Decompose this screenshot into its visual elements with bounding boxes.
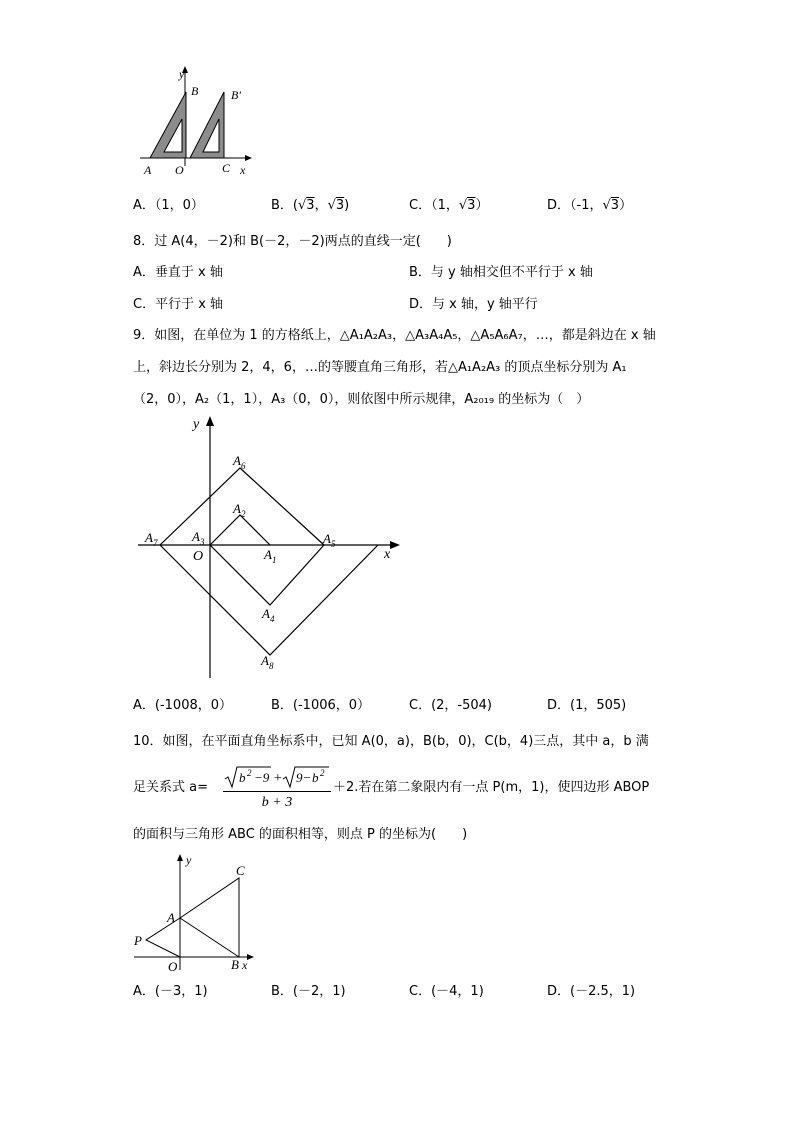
q9-option-d[interactable]: D．(1，505) [547,698,627,713]
fig9-label-y: y [193,417,200,432]
fig7-label-A: A [144,163,152,177]
fig9-label-A4: $A_4$ [262,606,275,624]
svg-text:b: b [312,770,319,785]
triangle-a1a2a3 [210,515,270,545]
sqrt-symbol: √3 [298,198,315,213]
triangle-abc [180,878,239,957]
q7-option-a[interactable]: A．（1，0） [133,198,204,213]
svg-text:b: b [239,770,246,785]
q8-option-b[interactable]: B．与 y 轴相交但不平行于 x 轴 [409,265,593,280]
q9-stem-line2: 上，斜边长分别为 2，4，6，…的等腰直角三角形，若△A₁A₂A₃ 的顶点坐标分别为 A₁ [133,360,627,375]
q10-stem-line3: 的面积与三角形 ABC 的面积相等，则点 P 的坐标为( ) [133,827,468,842]
q9-option-b[interactable]: B．(-1006，0） [271,698,371,713]
q7-option-d[interactable]: D．（-1，√3） [547,198,633,213]
fig9-label-A6: $A_6$ [233,453,246,471]
fig7-label-x: x [240,163,246,177]
fig7-label-B: B [191,84,199,98]
fig10-label-y: y [186,853,192,867]
fig9-label-A5: $A_5$ [323,531,336,549]
q10-stem-line1: 10．如图，在平面直角坐标系中，已知 A(0，a)，B(b，0)，C(b，4)三点，其中 a，b 满 [133,734,649,749]
fig9-label-A1: $A_1$ [264,547,277,565]
fig10-label-B: B [231,957,239,972]
svg-text:2: 2 [247,768,252,778]
q9-stem-line1: 9．如图，在单位为 1 的方格纸上，△A₁A₂A₃，△A₃A₄A₅，△A₅A₆A₇，…，都是斜边在 x 轴 [133,328,656,343]
fig9-label-A2: $A_2$ [233,501,246,519]
svg-text:+: + [273,771,283,786]
fig9-label-A3: $A_3$ [192,529,205,547]
fig10-label-x: x [242,958,248,972]
q8-stem: 8．过 A(4，－2)和 B(－2，－2)两点的直线一定( ) [133,234,452,249]
figure-q7-triangles [130,62,265,180]
q9-stem-line3: （2，0），A₂（1，1），A₃（0，0），则依图中所示规律，A₂₀₁₉ 的坐标为（ ） [133,392,590,407]
fig10-label-O: O [168,959,178,974]
q8-option-a[interactable]: A．垂直于 x 轴 [133,265,223,280]
sqrt-symbol: √3 [602,198,620,213]
fig7-label-y: y [179,67,185,81]
fig9-label-O: O [193,549,204,564]
sqrt-symbol: √3 [327,198,345,213]
svg-text:9−: 9− [296,770,312,785]
fig7-label-C: C [222,161,231,175]
q10-stem-line2-pre: 足关系式 a= [133,780,208,795]
q10-option-c[interactable]: C．(－4，1) [409,984,484,999]
q7-option-c[interactable]: C．（1，√3） [409,198,489,213]
figure-q9-triangles [130,410,410,682]
sqrt-symbol: √3 [458,198,476,213]
fig10-label-P: P [134,933,142,948]
q10-option-b[interactable]: B．(－2，1) [271,984,346,999]
q7-option-b[interactable]: B．(√3，√3) [271,198,350,213]
fraction-numerator [223,765,331,789]
fig7-label-Bprime: B′ [231,88,241,102]
q9-option-a[interactable]: A．(-1008，0） [133,698,233,713]
svg-text:−9: −9 [254,770,270,785]
fraction-denominator: b + 3 [261,795,293,810]
q8-option-d[interactable]: D．与 x 轴，y 轴平行 [409,297,538,312]
fig9-label-A8: $A_8$ [261,653,274,671]
figure-q10-quadrilateral [130,850,265,975]
fig9-label-x: x [384,547,391,562]
fraction-bar [223,791,331,792]
q10-option-d[interactable]: D．(－2.5，1) [547,984,636,999]
fig10-label-C: C [236,863,245,878]
q10-option-a[interactable]: A．(－3，1) [133,984,208,999]
triangle-a5a6a7 [160,468,324,545]
fig7-label-O: O [175,163,184,177]
q8-option-c[interactable]: C．平行于 x 轴 [133,297,224,312]
radical-expression-icon [223,765,331,789]
q9-option-c[interactable]: C．(2，-504) [409,698,492,713]
fig9-label-A7: $A_7$ [145,530,158,548]
q10-stem-line2-post: ＋2.若在第二象限内有一点 P(m，1)，使四边形 ABOP [333,780,650,795]
svg-text:2: 2 [320,768,325,778]
fig10-label-A: A [167,910,175,925]
